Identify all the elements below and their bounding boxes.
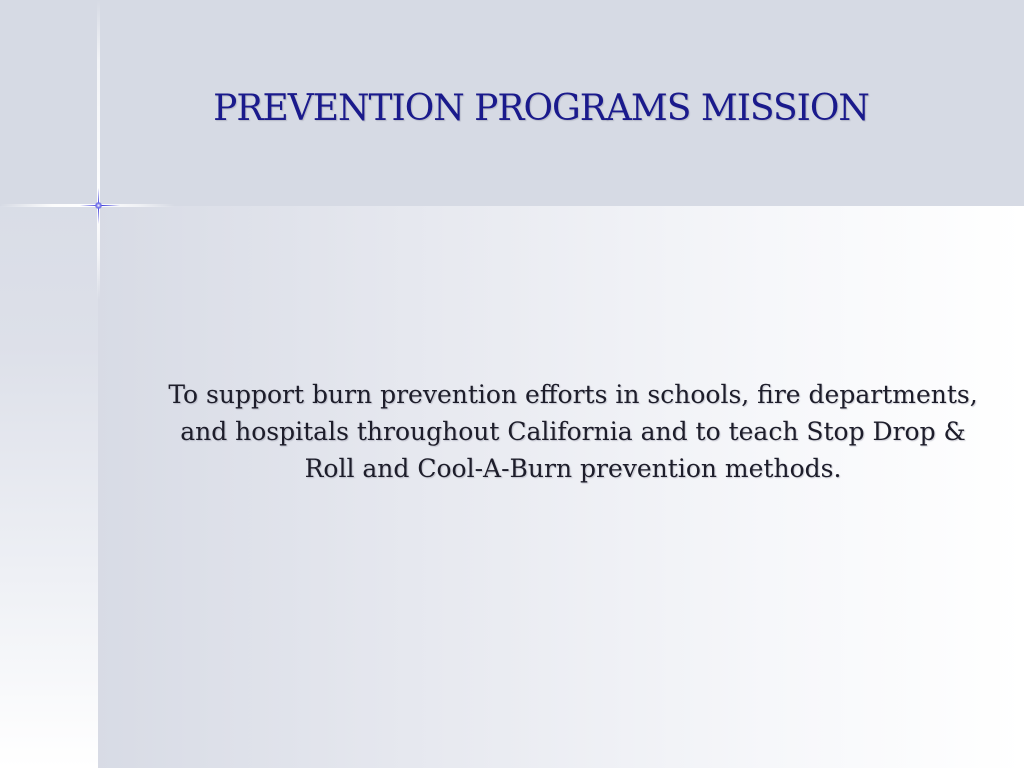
- slide-body-text: To support burn prevention efforts in schools, fire departments, and hospitals throughout California and to teach Stop Drop & Roll and Cool-A-Burn prevention methods.: [168, 380, 978, 483]
- sparkle-icon: [95, 202, 102, 209]
- slide-title: PREVENTION PROGRAMS MISSION: [213, 88, 869, 129]
- decorative-vertical-line: [97, 0, 100, 300]
